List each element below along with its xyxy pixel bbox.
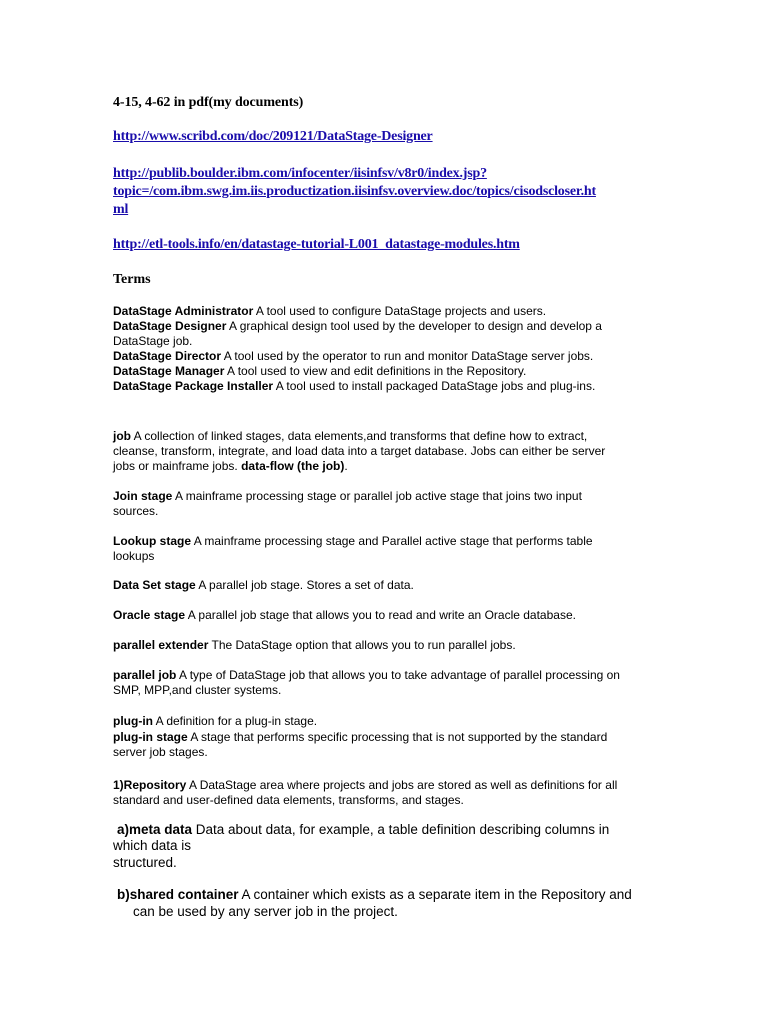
- term-label: plug-in stage: [113, 730, 188, 744]
- meta-data-line3: structured.: [113, 855, 177, 870]
- term-definition: A type of DataStage job that allows you to take advantage of parallel processing on: [176, 668, 620, 682]
- term-label: DataStage Designer: [113, 319, 227, 333]
- parallel-job-line1: [113, 668, 620, 683]
- plugin-line1: [113, 714, 317, 729]
- tool-designer: [113, 319, 602, 334]
- job-line3: [113, 459, 348, 474]
- link-ibm-line3[interactable]: ml: [113, 202, 129, 217]
- term-definition: A definition for a plug-in stage.: [152, 714, 318, 728]
- term-definition: A tool used by the operator to run and monitor DataStage server jobs.: [221, 349, 594, 363]
- term-definition: A mainframe processing stage and Parallel active stage that performs table: [191, 534, 593, 548]
- join-stage-line2: sources.: [113, 504, 159, 518]
- plugin-stage-line2: server job stages.: [113, 745, 208, 759]
- tool-manager: [113, 364, 526, 379]
- term-definition: A parallel job stage. Stores a set of data.: [195, 578, 414, 592]
- term-label: b)shared container: [117, 887, 239, 902]
- oracle-stage-line1: [113, 608, 576, 623]
- term-label: DataStage Administrator: [113, 304, 254, 318]
- term-label: 1)Repository: [113, 778, 187, 792]
- join-stage-line1: [113, 489, 582, 504]
- repository-line2: standard and user-defined data elements, transforms, and stages.: [113, 793, 464, 807]
- term-label: Data Set stage: [113, 578, 196, 592]
- lookup-stage-line2: lookups: [113, 549, 155, 563]
- term-definition: Data about data, for example, a table definition describing columns in: [192, 822, 610, 837]
- link-ibm-line1[interactable]: http://publib.boulder.ibm.com/infocenter/iisinfsv/v8r0/index.jsp?: [113, 166, 487, 181]
- link-scribd[interactable]: http://www.scribd.com/doc/209121/DataStage-Designer: [113, 129, 433, 144]
- term-definition: A tool used to configure DataStage projects and users.: [253, 304, 547, 318]
- plugin-stage-line1: [113, 730, 607, 745]
- term-label: Oracle stage: [113, 608, 186, 622]
- terms-heading: Terms: [113, 272, 151, 287]
- dataset-stage-line1: [113, 578, 414, 593]
- parallel-extender-line1: [113, 638, 516, 653]
- term-label: parallel extender: [113, 638, 209, 652]
- term-label: a)meta data: [117, 822, 193, 837]
- term-definition: A parallel job stage that allows you to read and write an Oracle database.: [185, 608, 576, 622]
- shared-container-line1: [117, 887, 632, 903]
- meta-data-line2: which data is: [113, 838, 192, 853]
- link-ibm-line2[interactable]: topic=/com.ibm.swg.im.iis.productization.iisinfsv.overview.doc/topics/cisodscloser.ht: [113, 184, 596, 199]
- parallel-job-line2: SMP, MPP,and cluster systems.: [113, 683, 282, 697]
- link-etl-tools[interactable]: http://etl-tools.info/en/datastage-tutorial-L001_datastage-modules.htm: [113, 237, 520, 252]
- tool-designer-cont: [113, 334, 192, 349]
- term-emphasis: data-flow (the job): [241, 459, 345, 473]
- job-line1: [113, 429, 587, 444]
- term-definition: A container which exists as a separate item in the Repository and: [238, 887, 632, 902]
- term-label: DataStage Package Installer: [113, 379, 274, 393]
- punctuation: .: [344, 459, 348, 473]
- term-label: DataStage Manager: [113, 364, 225, 378]
- job-line2: cleanse, transform, integrate, and load data into a target database. Jobs can either be server: [113, 444, 606, 458]
- meta-data-line1: [117, 822, 609, 838]
- term-definition: The DataStage option that allows you to run parallel jobs.: [208, 638, 516, 652]
- term-definition: jobs or mainframe jobs.: [113, 459, 242, 473]
- term-label: Join stage: [113, 489, 173, 503]
- term-definition: A collection of linked stages, data elements,and transforms that define how to extract,: [131, 429, 588, 443]
- repository-line1: [113, 778, 617, 793]
- term-label: Lookup stage: [113, 534, 192, 548]
- term-label: job: [113, 429, 131, 443]
- term-definition: A graphical design tool used by the developer to design and develop a: [226, 319, 602, 333]
- tool-package-installer: [113, 379, 595, 394]
- term-definition: A tool used to view and edit definitions in the Repository.: [224, 364, 527, 378]
- header-line: 4-15, 4-62 in pdf(my documents): [113, 95, 304, 110]
- term-definition: A mainframe processing stage or parallel job active stage that joins two input: [172, 489, 582, 503]
- term-definition: DataStage job.: [113, 334, 193, 348]
- term-definition: A DataStage area where projects and jobs are stored as well as definitions for all: [186, 778, 618, 792]
- term-label: DataStage Director: [113, 349, 222, 363]
- lookup-stage-line1: [113, 534, 593, 549]
- tool-administrator: [113, 304, 546, 319]
- tool-director: [113, 349, 593, 364]
- term-label: parallel job: [113, 668, 177, 682]
- term-label: plug-in: [113, 714, 153, 728]
- term-definition: A tool used to install packaged DataStage jobs and plug-ins.: [273, 379, 596, 393]
- shared-container-line2: can be used by any server job in the project.: [133, 904, 398, 919]
- term-definition: A stage that performs specific processing that is not supported by the standard: [187, 730, 608, 744]
